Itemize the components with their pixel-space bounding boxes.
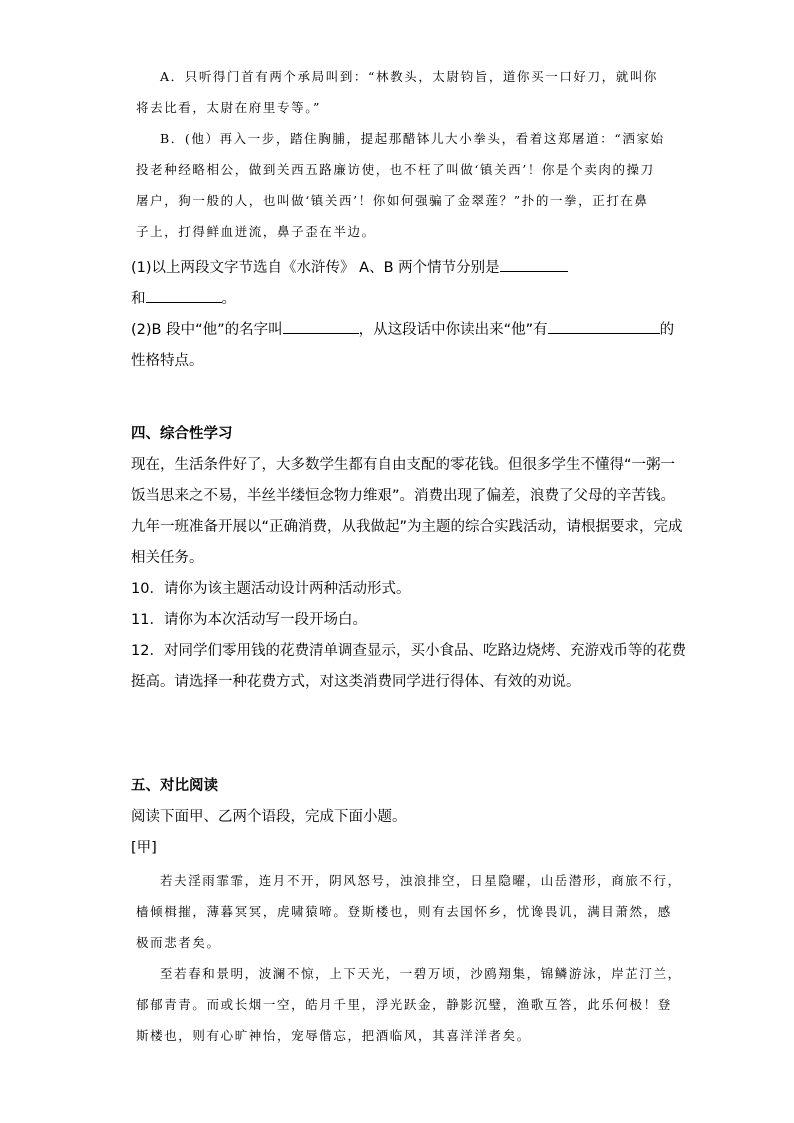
question-1-continued [131,287,236,308]
answer-blank[interactable] [283,319,359,334]
passage-1-line-1: 若夫淫雨霏霏，连月不开，阴风怒号，浊浪排空，日星隐曜，山岳潜形，商旅不行， [160,873,682,888]
question-10: 10．请你为该主题活动设计两种活动形式。 [131,581,411,597]
section-4-paragraph-line-2: 饭当思来之不易，半丝半缕恒念物力维艰”。消费出现了偏差，浪费了父母的辛苦钱。 [131,488,676,504]
answer-blank[interactable] [146,288,222,303]
excerpt-b-line-4: 子上，打得鲜血迸流，鼻子歪在半边。 [136,224,376,239]
question-2-mid: ，从这段话中你读出来“他”有 [358,322,548,338]
section-4-paragraph-line-4: 相关任务。 [131,550,204,566]
excerpt-b-line-2: 投老种经略相公，做到关西五路廉访使，也不枉了叫做‘镇关西’！你是个卖肉的操刀 [136,162,655,177]
question-1-end: 。 [221,291,236,307]
excerpt-b-line-3: 屠户，狗一般的人，也叫做‘镇关西’！你如何强骗了金翠莲？”扑的一拳，正打在鼻 [136,193,649,208]
excerpt-b-line-1: B．(他）再入一步，踏住胸脯，提起那醋钵儿大小拳头，看着这郑屠道：“洒家始 [160,131,665,146]
question-1-and: 和 [131,291,146,307]
passage-2-line-3: 斯楼也，则有心旷神怡，宠辱偕忘，把酒临风，其喜洋洋者矣。 [136,1028,531,1043]
section-4-heading: 四、综合性学习 [131,426,233,442]
question-11: 11．请你为本次活动写一段开场白。 [131,612,367,628]
question-12-line-2: 挺高。请选择一种花费方式，对这类消费同学进行得体、有效的劝说。 [131,674,581,690]
section-5-heading: 五、对比阅读 [131,778,218,794]
question-2-text: (2)B 段中“他”的名字叫 [131,322,283,338]
passage-1-line-3: 极而悲者矣。 [136,935,221,950]
question-2-continued: 性格特点。 [131,353,204,369]
excerpt-a-line-2: 将去比看，太尉在府里专等。” [136,100,322,115]
answer-blank[interactable] [548,319,660,334]
section-4-paragraph-line-3: 九年一班准备开展以“正确消费，从我做起”为主题的综合实践活动，请根据要求，完成 [131,519,683,535]
question-1-text: (1)以上两段文字节选自《水浒传》 A、B 两个情节分别是 [131,260,500,276]
passage-label-jia: [甲] [131,840,157,856]
question-1 [131,256,568,277]
section-4-paragraph-line-1: 现在，生活条件好了，大多数学生都有自由支配的零花钱。但很多学生不懂得“一粥一 [131,457,676,473]
question-2-end: 的 [659,322,675,338]
question-2 [131,318,674,339]
section-5-intro: 阅读下面甲、乙两个语段，完成下面小题。 [131,809,407,825]
question-12-line-1: 12．对同学们零用钱的花费清单调查显示，买小食品、吃路边烧烤、充游戏币等的花费 [131,643,686,659]
passage-1-line-2: 樯倾楫摧，薄暮冥冥，虎啸猿啼。登斯楼也，则有去国怀乡，忧谗畏讥，满目萧然，感 [136,904,672,919]
passage-2-line-1: 至若春和景明，波澜不惊，上下天光，一碧万顷，沙鸥翔集，锦鳞游泳，岸芷汀兰， [160,966,682,981]
excerpt-a-line-1: A．只听得门首有两个承局叫到：“林教头，太尉钧旨，道你买一口好刀，就叫你 [160,69,659,84]
passage-2-line-2: 郁郁青青。而或长烟一空，皓月千里，浮光跃金，静影沉璧，渔歌互答，此乐何极！登 [136,997,672,1012]
answer-blank[interactable] [500,257,568,272]
